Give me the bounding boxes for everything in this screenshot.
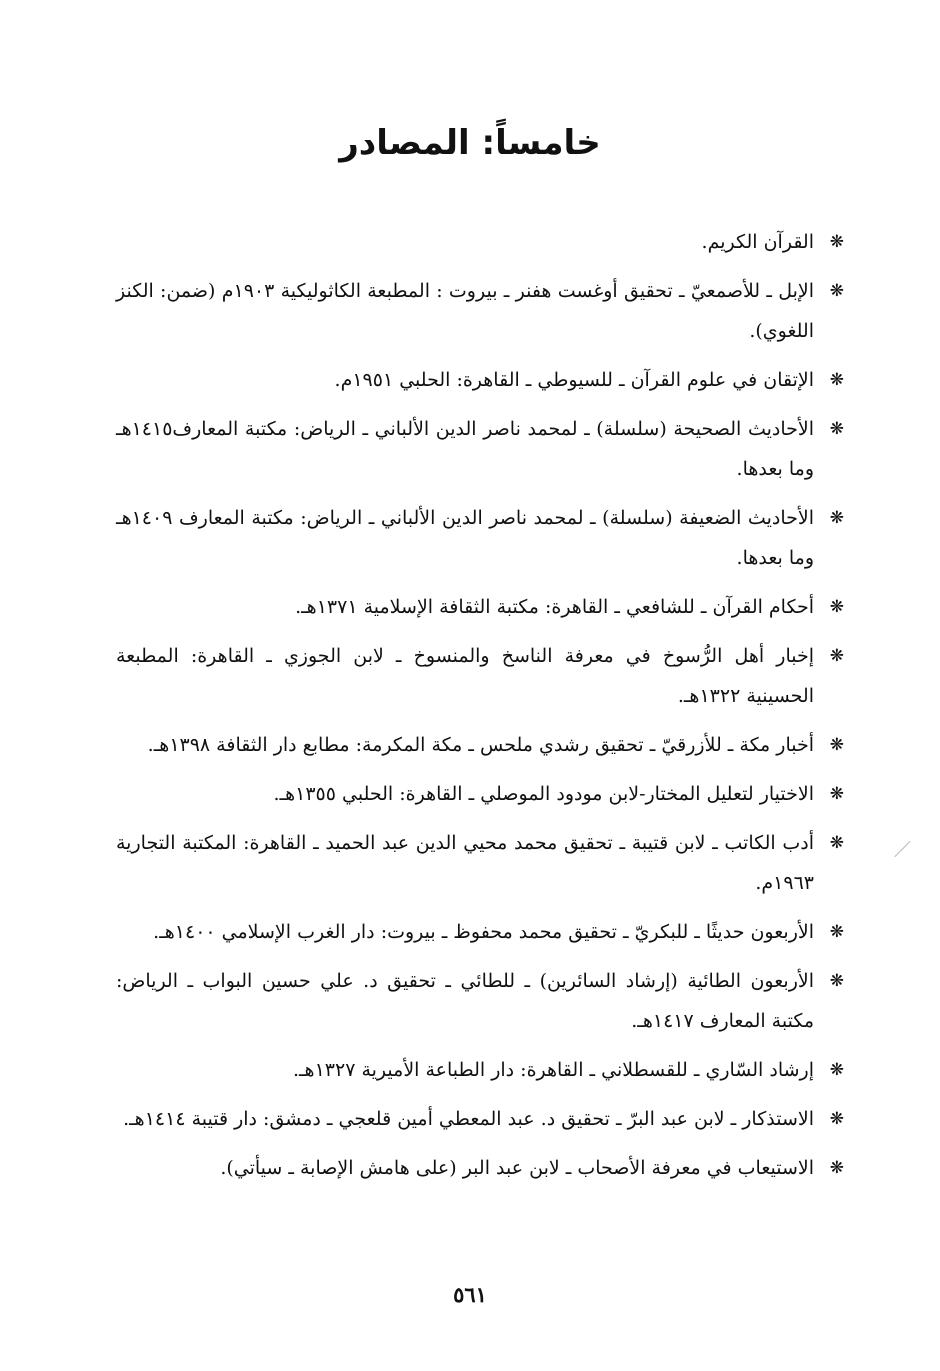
- reference-entry: [116, 1099, 844, 1139]
- reference-text: الأربعون الطائية (إرشاد السائرين) ـ للطائي ـ تحقيق د. علي حسين البواب ـ الرياض: مكتبة المعارف ١٤١٧هـ.: [116, 970, 814, 1032]
- asterism-bullet-icon: ❋: [829, 370, 844, 390]
- reference-text: الأربعون حديثًا ـ للبكريّ ـ تحقيق محمد محفوظ ـ بيروت: دار الغرب الإسلامي ١٤٠٠هـ.: [153, 921, 814, 943]
- asterism-bullet-icon: ❋: [829, 508, 844, 528]
- reference-entry: [116, 961, 844, 1041]
- reference-text: أخبار مكة ـ للأزرقيّ ـ تحقيق رشدي ملحس ـ مكة المكرمة: مطابع دار الثقافة ١٣٩٨هـ.: [147, 734, 814, 756]
- reference-entry: [116, 222, 844, 262]
- asterism-bullet-icon: ❋: [829, 784, 844, 804]
- reference-entry: [116, 271, 844, 351]
- reference-entry: [116, 409, 844, 489]
- asterism-bullet-icon: ❋: [829, 1060, 844, 1080]
- asterism-bullet-icon: ❋: [829, 232, 844, 252]
- asterism-bullet-icon: ❋: [829, 971, 844, 991]
- reference-entry: [116, 912, 844, 952]
- reference-entry: [116, 587, 844, 627]
- reference-text: القرآن الكريم.: [701, 231, 814, 253]
- references-list: [116, 222, 844, 1197]
- reference-entry: [116, 360, 844, 400]
- scan-mark: [894, 841, 910, 857]
- asterism-bullet-icon: ❋: [829, 597, 844, 617]
- reference-text: الإتقان في علوم القرآن ـ للسيوطي ـ القاهرة: الحلبي ١٩٥١م.: [334, 369, 814, 391]
- reference-entry: [116, 1148, 844, 1188]
- asterism-bullet-icon: ❋: [829, 1158, 844, 1178]
- reference-text: أحكام القرآن ـ للشافعي ـ القاهرة: مكتبة الثقافة الإسلامية ١٣٧١هـ.: [295, 596, 814, 618]
- reference-text: الأحاديث الضعيفة (سلسلة) ـ لمحمد ناصر الدين الألباني ـ الرياض: مكتبة المعارف ١٤٠٩هـ وما بعدها.: [116, 507, 814, 569]
- reference-entry: [116, 725, 844, 765]
- reference-text: إرشاد السّاري ـ للقسطلاني ـ القاهرة: دار الطباعة الأميرية ١٣٢٧هـ.: [292, 1059, 814, 1081]
- asterism-bullet-icon: ❋: [829, 922, 844, 942]
- asterism-bullet-icon: ❋: [829, 419, 844, 439]
- reference-entry: [116, 823, 844, 903]
- page-number: ٥٦١: [453, 1282, 487, 1307]
- reference-entry: [116, 774, 844, 814]
- page-title: خامساً: المصادر: [339, 122, 601, 163]
- reference-entry: [116, 636, 844, 716]
- asterism-bullet-icon: ❋: [829, 833, 844, 853]
- reference-entry: [116, 498, 844, 578]
- asterism-bullet-icon: ❋: [829, 1109, 844, 1129]
- reference-text: إخبار أهل الرُّسوخ في معرفة الناسخ والمنسوخ ـ لابن الجوزي ـ القاهرة: المطبعة الحسينية ١٣٢٢هـ.: [116, 645, 814, 707]
- reference-text: الاستيعاب في معرفة الأصحاب ـ لابن عبد البر (على هامش الإصابة ـ سيأتي).: [220, 1157, 814, 1179]
- asterism-bullet-icon: ❋: [829, 646, 844, 666]
- asterism-bullet-icon: ❋: [829, 281, 844, 301]
- reference-text: الإبل ـ للأصمعيّ ـ تحقيق أوغست هفنر ـ بيروت : المطبعة الكاثوليكية ١٩٠٣م (ضمن: الكنز اللغوي).: [116, 280, 814, 342]
- reference-entry: [116, 1050, 844, 1090]
- reference-text: أدب الكاتب ـ لابن قتيبة ـ تحقيق محمد محيي الدين عبد الحميد ـ القاهرة: المكتبة التجارية ١٩٦٣م.: [116, 832, 814, 894]
- reference-text: الاختيار لتعليل المختار-لابن مودود الموصلي ـ القاهرة: الحلبي ١٣٥٥هـ.: [273, 783, 814, 805]
- reference-text: الأحاديث الصحيحة (سلسلة) ـ لمحمد ناصر الدين الألباني ـ الرياض: مكتبة المعارف١٤١٥هـ وما بعدها.: [116, 418, 814, 480]
- reference-text: الاستذكار ـ لابن عبد البرّ ـ تحقيق د. عبد المعطي أمين قلعجي ـ دمشق: دار قتيبة ١٤١٤هـ.: [123, 1108, 814, 1130]
- asterism-bullet-icon: ❋: [829, 735, 844, 755]
